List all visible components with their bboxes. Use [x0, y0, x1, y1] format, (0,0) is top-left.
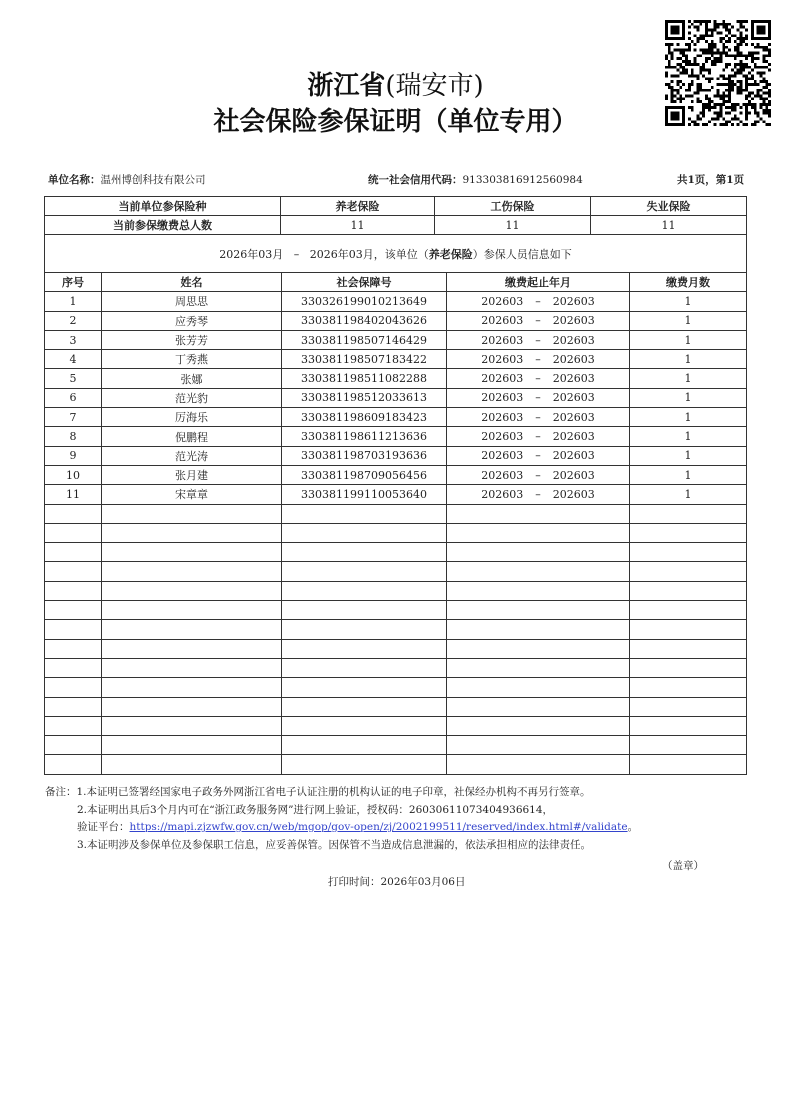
row-months: 1 [630, 388, 747, 407]
column-header-name: 姓名 [102, 273, 282, 292]
row-no: 4 [45, 350, 102, 369]
empty-cell [630, 736, 747, 755]
table-row [45, 485, 747, 504]
caption-to: 2026年03月，该单位（ [309, 247, 429, 261]
row-name: 周思思 [102, 292, 282, 311]
row-name: 张月建 [102, 465, 282, 484]
insured-count-row [45, 216, 747, 235]
empty-cell [282, 620, 447, 639]
empty-cell [102, 658, 282, 677]
empty-cell [45, 678, 102, 697]
empty-cell [447, 562, 630, 581]
row-no: 8 [45, 427, 102, 446]
row-no: 6 [45, 388, 102, 407]
row-period-sep: – [535, 410, 541, 424]
empty-cell [102, 678, 282, 697]
row-period-sep: – [535, 333, 541, 347]
empty-cell [447, 716, 630, 735]
row-period-sep: – [535, 294, 541, 308]
empty-row [45, 601, 747, 620]
notes-label: 备注： [45, 786, 77, 798]
row-ssn: 330381198402043626 [282, 311, 447, 330]
empty-row [45, 716, 747, 735]
row-ssn: 330381198507183422 [282, 350, 447, 369]
row-period-sep: – [535, 449, 541, 463]
row-name: 范光豹 [102, 388, 282, 407]
row-months: 1 [630, 408, 747, 427]
insured-count: 11 [435, 216, 591, 235]
table-caption-row [45, 235, 747, 273]
row-period [447, 292, 630, 311]
empty-cell [102, 504, 282, 523]
empty-cell [102, 755, 282, 774]
row-period-end: 202603 [552, 468, 595, 482]
empty-cell [45, 504, 102, 523]
insured-persons-table [44, 234, 747, 775]
page-title-province [0, 70, 791, 102]
row-ssn: 330381198609183423 [282, 408, 447, 427]
insurance-name: 失业保险 [591, 197, 747, 216]
row-period-start: 202603 [481, 487, 524, 501]
row-no: 5 [45, 369, 102, 388]
empty-row [45, 678, 747, 697]
row-period [447, 311, 630, 330]
row-period-start: 202603 [481, 352, 524, 366]
insured-count: 11 [281, 216, 435, 235]
unit-name [48, 173, 206, 187]
row-months: 1 [630, 350, 747, 369]
empty-cell [282, 562, 447, 581]
row-ssn: 330381198512033613 [282, 388, 447, 407]
row-period-start: 202603 [481, 430, 524, 444]
row-period-end: 202603 [552, 391, 595, 405]
row-period-end: 202603 [552, 430, 595, 444]
column-header-months: 缴费月数 [630, 273, 747, 292]
row-period-sep: – [535, 314, 541, 328]
empty-cell [282, 716, 447, 735]
row-ssn: 330381198507146429 [282, 330, 447, 349]
title-city: (瑞安市) [385, 71, 484, 101]
empty-cell [447, 658, 630, 677]
empty-cell [45, 581, 102, 600]
empty-row [45, 523, 747, 542]
row-no: 3 [45, 330, 102, 349]
row-period-sep: – [535, 391, 541, 405]
table-row [45, 465, 747, 484]
caption-insurance: 养老保险 [428, 247, 473, 261]
column-header-period: 缴费起止年月 [447, 273, 630, 292]
empty-cell [447, 581, 630, 600]
empty-cell [630, 523, 747, 542]
empty-cell [282, 697, 447, 716]
empty-cell [45, 523, 102, 542]
row-period-end: 202603 [552, 410, 595, 424]
empty-cell [45, 658, 102, 677]
row-period-end: 202603 [552, 294, 595, 308]
insured-count: 11 [591, 216, 747, 235]
note-3: 3.本证明涉及参保单位及参保职工信息，应妥善保管。因保管不当造成信息泄漏的，依法承担相应的法律责任。 [77, 838, 592, 851]
row-ssn: 330381198709056456 [282, 465, 447, 484]
notes [45, 784, 638, 854]
row-months: 1 [630, 330, 747, 349]
row-period-start: 202603 [481, 449, 524, 463]
credit-code [368, 173, 583, 187]
row-period [447, 388, 630, 407]
table-row [45, 369, 747, 388]
row-period [447, 485, 630, 504]
row-period-end: 202603 [552, 352, 595, 366]
empty-cell [630, 601, 747, 620]
empty-cell [102, 601, 282, 620]
note-1-text: 1.本证明已签署经国家电子政务外网浙江省电子认证注册的机构认证的电子印章，社保经办机构不再另行签章。 [76, 786, 591, 798]
empty-cell [102, 639, 282, 658]
row-months: 1 [630, 465, 747, 484]
empty-cell [447, 601, 630, 620]
empty-row [45, 755, 747, 774]
empty-cell [282, 581, 447, 600]
empty-cell [102, 543, 282, 562]
empty-cell [630, 504, 747, 523]
empty-cell [447, 678, 630, 697]
row-no: 2 [45, 311, 102, 330]
empty-cell [282, 658, 447, 677]
row-period-end: 202603 [552, 314, 595, 328]
empty-cell [447, 755, 630, 774]
insurance-name: 工伤保险 [435, 197, 591, 216]
empty-cell [447, 504, 630, 523]
row-no: 10 [45, 465, 102, 484]
row-months: 1 [630, 292, 747, 311]
table-row [45, 446, 747, 465]
row-period-end: 202603 [552, 487, 595, 501]
verify-end: 。 [627, 821, 639, 833]
table-row [45, 427, 747, 446]
row-months: 1 [630, 446, 747, 465]
row-period-start: 202603 [481, 314, 524, 328]
empty-row [45, 543, 747, 562]
row-ssn: 330381198611213636 [282, 427, 447, 446]
empty-cell [630, 581, 747, 600]
note-1 [45, 784, 638, 802]
seal-text: （盖章） [662, 860, 704, 872]
row-name: 倪鹏程 [102, 427, 282, 446]
empty-cell [630, 755, 747, 774]
empty-cell [45, 562, 102, 581]
empty-cell [630, 658, 747, 677]
row-months: 1 [630, 427, 747, 446]
rows-body [45, 292, 747, 774]
row-no: 7 [45, 408, 102, 427]
row-period-start: 202603 [481, 410, 524, 424]
unit-label: 单位名称： [48, 174, 101, 186]
row-period [447, 350, 630, 369]
empty-cell [282, 504, 447, 523]
empty-cell [447, 697, 630, 716]
empty-row [45, 658, 747, 677]
empty-cell [282, 543, 447, 562]
row-months: 1 [630, 485, 747, 504]
row-period-start: 202603 [481, 294, 524, 308]
empty-cell [45, 543, 102, 562]
empty-cell [630, 620, 747, 639]
column-header-ssn: 社会保障号 [282, 273, 447, 292]
row-period [447, 369, 630, 388]
empty-cell [630, 562, 747, 581]
empty-cell [102, 697, 282, 716]
empty-cell [282, 523, 447, 542]
row-no: 9 [45, 446, 102, 465]
row-period [447, 427, 630, 446]
caption-suffix: ）参保人员信息如下 [472, 247, 572, 261]
row-period-sep: – [535, 487, 541, 501]
row-period-start: 202603 [481, 372, 524, 386]
row-period-end: 202603 [552, 449, 595, 463]
insurance-name: 养老保险 [281, 197, 435, 216]
row-period-start: 202603 [481, 468, 524, 482]
unit-value: 温州博创科技有限公司 [100, 174, 206, 186]
row-ssn: 330381198703193636 [282, 446, 447, 465]
table-row [45, 292, 747, 311]
table-row [45, 311, 747, 330]
row-period-end: 202603 [552, 372, 595, 386]
row-period [447, 446, 630, 465]
insurance-type-row [45, 197, 747, 216]
insurance-type-label: 当前单位参保险种 [45, 197, 281, 216]
empty-row [45, 504, 747, 523]
empty-row [45, 639, 747, 658]
note-2: 2.本证明出具后3个月内可在“浙江政务服务网”进行网上验证，授权码：2603061107340493661​4， [77, 803, 554, 816]
empty-cell [447, 523, 630, 542]
empty-cell [282, 736, 447, 755]
table-row [45, 408, 747, 427]
empty-cell [45, 716, 102, 735]
title-province: 浙江省 [307, 71, 386, 101]
empty-cell [447, 543, 630, 562]
empty-cell [447, 639, 630, 658]
column-header-row [45, 273, 747, 292]
empty-cell [45, 755, 102, 774]
row-period-sep: – [535, 468, 541, 482]
caption-dash: – [293, 247, 300, 261]
empty-cell [282, 755, 447, 774]
row-period-sep: – [535, 372, 541, 386]
empty-cell [282, 601, 447, 620]
row-period-sep: – [535, 352, 541, 366]
credit-code-value: 913303816912560984 [462, 174, 583, 186]
row-name: 张娜 [102, 369, 282, 388]
summary-table [44, 196, 747, 235]
empty-cell [630, 716, 747, 735]
empty-row [45, 736, 747, 755]
row-period-start: 202603 [481, 333, 524, 347]
verify-link[interactable]: https://mapi.zjzwfw.gov.cn/web/mgop/gov-open/zj/2002199511/reserved/index.html#/validate [129, 821, 628, 833]
row-name: 范光涛 [102, 446, 282, 465]
row-no: 1 [45, 292, 102, 311]
empty-row [45, 581, 747, 600]
table-row [45, 330, 747, 349]
print-time: 打印时间：2026年03月06日 [328, 876, 466, 888]
empty-cell [45, 620, 102, 639]
row-period-end: 202603 [552, 333, 595, 347]
empty-row [45, 562, 747, 581]
empty-cell [630, 639, 747, 658]
row-name: 应秀琴 [102, 311, 282, 330]
insured-count-label: 当前参保缴费总人数 [45, 216, 281, 235]
row-months: 1 [630, 369, 747, 388]
empty-cell [630, 678, 747, 697]
column-header-no: 序号 [45, 273, 102, 292]
table-row [45, 350, 747, 369]
empty-row [45, 620, 747, 639]
empty-cell [45, 601, 102, 620]
empty-cell [282, 678, 447, 697]
row-name: 丁秀燕 [102, 350, 282, 369]
row-period [447, 408, 630, 427]
empty-cell [45, 639, 102, 658]
empty-cell [102, 581, 282, 600]
note-verify [45, 819, 638, 837]
row-ssn: 330381199110053640 [282, 485, 447, 504]
table-caption [45, 235, 747, 273]
row-months: 1 [630, 311, 747, 330]
credit-code-label: 统一社会信用代码： [368, 174, 463, 186]
empty-cell [630, 697, 747, 716]
empty-cell [447, 620, 630, 639]
caption-from: 2026年03月 [219, 247, 284, 261]
row-name: 厉海乐 [102, 408, 282, 427]
row-name: 宋章章 [102, 485, 282, 504]
empty-row [45, 697, 747, 716]
empty-cell [630, 543, 747, 562]
row-no: 11 [45, 485, 102, 504]
empty-cell [102, 620, 282, 639]
row-ssn: 330326199010213649 [282, 292, 447, 311]
empty-cell [102, 736, 282, 755]
empty-cell [282, 639, 447, 658]
table-row [45, 388, 747, 407]
empty-cell [102, 716, 282, 735]
row-period-start: 202603 [481, 391, 524, 405]
empty-cell [45, 736, 102, 755]
page-title: 社会保险参保证明（单位专用） [213, 107, 578, 137]
verify-label: 验证平台： [77, 821, 130, 833]
row-period [447, 330, 630, 349]
empty-cell [102, 562, 282, 581]
row-period-sep: – [535, 430, 541, 444]
empty-cell [447, 736, 630, 755]
page-count: 共1页，第1页 [677, 174, 745, 186]
empty-cell [102, 523, 282, 542]
row-period [447, 465, 630, 484]
row-ssn: 330381198511082288 [282, 369, 447, 388]
row-name: 张芳芳 [102, 330, 282, 349]
empty-cell [45, 697, 102, 716]
